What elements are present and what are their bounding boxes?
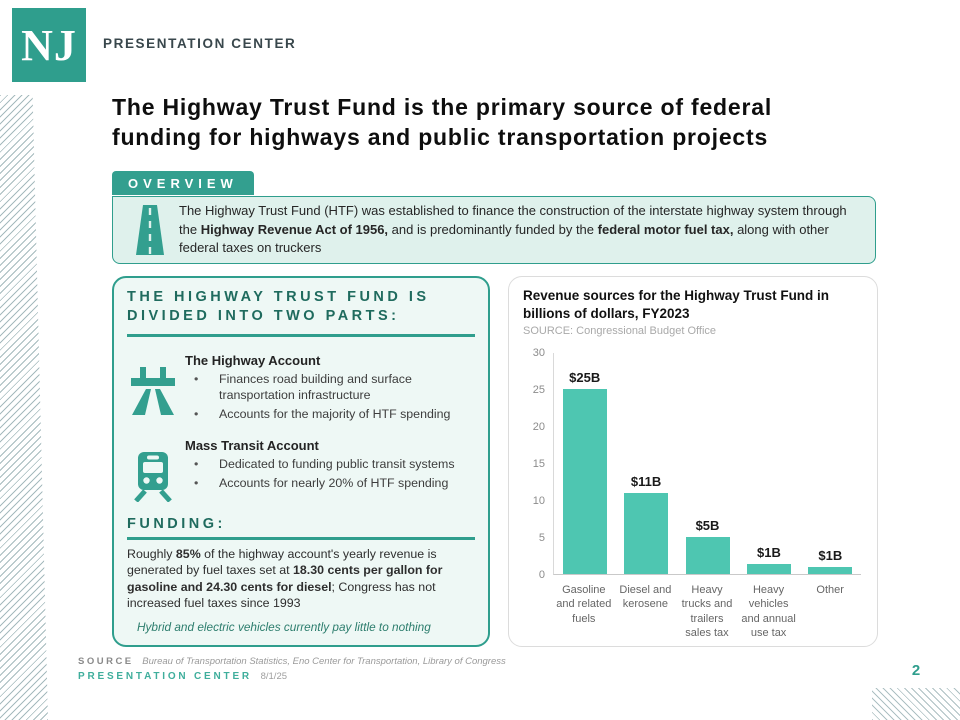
funding-heading: FUNDING: — [127, 516, 226, 533]
overview-text-part: along with other federal taxes on truckers — [179, 221, 829, 256]
funding-text-part: of the highway account's yearly revenue is generated by fuel taxes set at — [127, 547, 437, 578]
x-category-label-line: Heavy — [752, 584, 785, 597]
overview-label: OVERVIEW — [112, 171, 254, 195]
two-parts-heading: THE HIGHWAY TRUST FUND IS DIVIDED INTO TWO PARTS: — [127, 289, 430, 324]
y-axis-ticks — [523, 347, 549, 582]
page-title-line2: funding for highways and public transportation projects — [112, 124, 769, 151]
highway-overpass-icon — [127, 367, 179, 422]
chart-bars — [554, 353, 861, 574]
bar-slot — [615, 474, 676, 574]
brand-header: PRESENTATION CENTER — [103, 36, 297, 51]
overview-text — [179, 202, 859, 257]
highway-account-bullets — [185, 371, 475, 422]
x-category-label — [676, 583, 738, 640]
bar — [747, 564, 791, 574]
funding-text — [127, 546, 475, 612]
y-tick-label: 0 — [538, 569, 545, 582]
bar-value-label: $11B — [630, 474, 662, 490]
footer-source-row — [78, 656, 506, 667]
left-hatch-decoration — [0, 95, 48, 720]
y-tick-label: 20 — [532, 421, 545, 434]
bar — [808, 567, 852, 574]
mass-transit-section — [127, 438, 475, 502]
panel-divider — [127, 334, 475, 337]
x-category-label-line: use tax — [750, 626, 787, 639]
overview-box — [112, 196, 876, 264]
footer-source-label: SOURCE — [78, 656, 134, 667]
funding-text-part: ; Congress has not increased fuel taxes since 1993 — [127, 579, 436, 611]
footer — [78, 656, 506, 682]
funding-text-part: Roughly — [127, 547, 176, 562]
chart-card — [508, 276, 878, 647]
highway-account-title: The Highway Account — [185, 352, 321, 368]
highway-account-section — [127, 353, 475, 422]
bullet-item: • Accounts for nearly 20% of HTF spending — [185, 475, 475, 491]
bar-value-label: $5B — [695, 518, 720, 534]
page-number: 2 — [911, 662, 921, 679]
x-category-label-line: vehicles — [748, 598, 789, 611]
bar — [624, 493, 668, 574]
x-category-label-line: kerosene — [622, 598, 669, 611]
bullet-item: • Dedicated to funding public transit systems — [185, 456, 475, 472]
bar-slot — [677, 518, 738, 574]
funding-text-bold: 18.30 cents per gallon for gasoline and 24.30 cents for diesel — [127, 563, 443, 594]
funding-text-bold: 85% — [175, 547, 201, 562]
x-category-label-line: fuels — [572, 612, 596, 625]
overview-text-part: and is predominantly funded by the — [388, 221, 598, 237]
x-category-label — [615, 583, 677, 640]
x-category-label-line: sales tax — [685, 626, 729, 639]
x-category-label-line: and related — [556, 598, 612, 611]
overview-text-bold: Highway Revenue Act of 1956, — [200, 221, 389, 237]
x-category-label — [553, 583, 615, 640]
x-category-label-line: trucks and — [681, 598, 733, 611]
transit-train-icon — [127, 452, 179, 502]
bar-value-label: $25B — [569, 370, 601, 386]
overview-text-bold: federal motor fuel tax, — [597, 221, 734, 237]
y-tick-label: 30 — [532, 347, 545, 360]
x-category-label-line: Other — [816, 584, 844, 597]
chart-source: SOURCE: Congressional Budget Office — [523, 325, 716, 338]
y-tick-label: 15 — [532, 458, 545, 471]
overview-text-part: The Highway Trust Fund (HTF) was established to finance the construction of the interstate highway system through the — [179, 203, 847, 237]
mass-transit-bullets — [185, 456, 475, 491]
two-parts-panel — [112, 276, 490, 647]
page-title — [112, 92, 902, 153]
y-tick-label: 25 — [532, 384, 545, 397]
funding-divider — [127, 537, 475, 540]
y-tick-label: 5 — [538, 532, 545, 545]
mass-transit-title: Mass Transit Account — [185, 438, 319, 454]
bar-slot — [800, 548, 861, 574]
bar-value-label: $1B — [818, 548, 843, 564]
bar-slot — [738, 545, 799, 574]
highway-account-body — [179, 353, 475, 422]
page-title-line1: The Highway Trust Fund is the primary source of federal — [112, 94, 773, 120]
x-category-label — [738, 583, 800, 640]
chart-area — [523, 341, 867, 639]
bottom-right-hatch-decoration — [872, 688, 960, 720]
footer-date: 8/1/25 — [260, 671, 288, 682]
bullet-item: • Finances road building and surface transportation infrastructure — [185, 371, 475, 403]
y-tick-label: 10 — [532, 495, 545, 508]
bar-slot — [554, 370, 615, 574]
road-icon — [133, 204, 179, 256]
bar — [563, 389, 607, 574]
chart-title-line2: billions of dollars, FY2023 — [523, 305, 690, 321]
chart-title-line1: Revenue sources for the Highway Trust Fund in — [523, 288, 830, 303]
funding-note: Hybrid and electric vehicles currently pay little to nothing — [137, 619, 431, 634]
mass-transit-body — [179, 438, 475, 502]
footer-brand: PRESENTATION CENTER — [78, 671, 252, 682]
x-category-label — [799, 583, 861, 640]
x-category-label-line: Heavy — [691, 584, 723, 597]
nj-logo — [12, 8, 86, 82]
chart-plot — [553, 353, 861, 575]
nj-logo-text: NJ — [21, 20, 77, 70]
x-axis-labels — [553, 583, 861, 640]
chart-title — [523, 287, 867, 322]
x-category-label-line: Diesel and — [619, 584, 672, 597]
footer-source-text: Bureau of Transportation Statistics, Eno Center for Transportation, Library of Congress — [142, 656, 506, 667]
x-category-label-line: and annual — [741, 612, 796, 625]
bar — [686, 537, 730, 574]
bar-value-label: $1B — [756, 545, 781, 561]
bullet-item: • Accounts for the majority of HTF spending — [185, 406, 475, 422]
x-category-label-line: trailers — [690, 612, 724, 625]
x-category-label-line: Gasoline — [562, 584, 606, 597]
footer-brand-row — [78, 667, 506, 682]
